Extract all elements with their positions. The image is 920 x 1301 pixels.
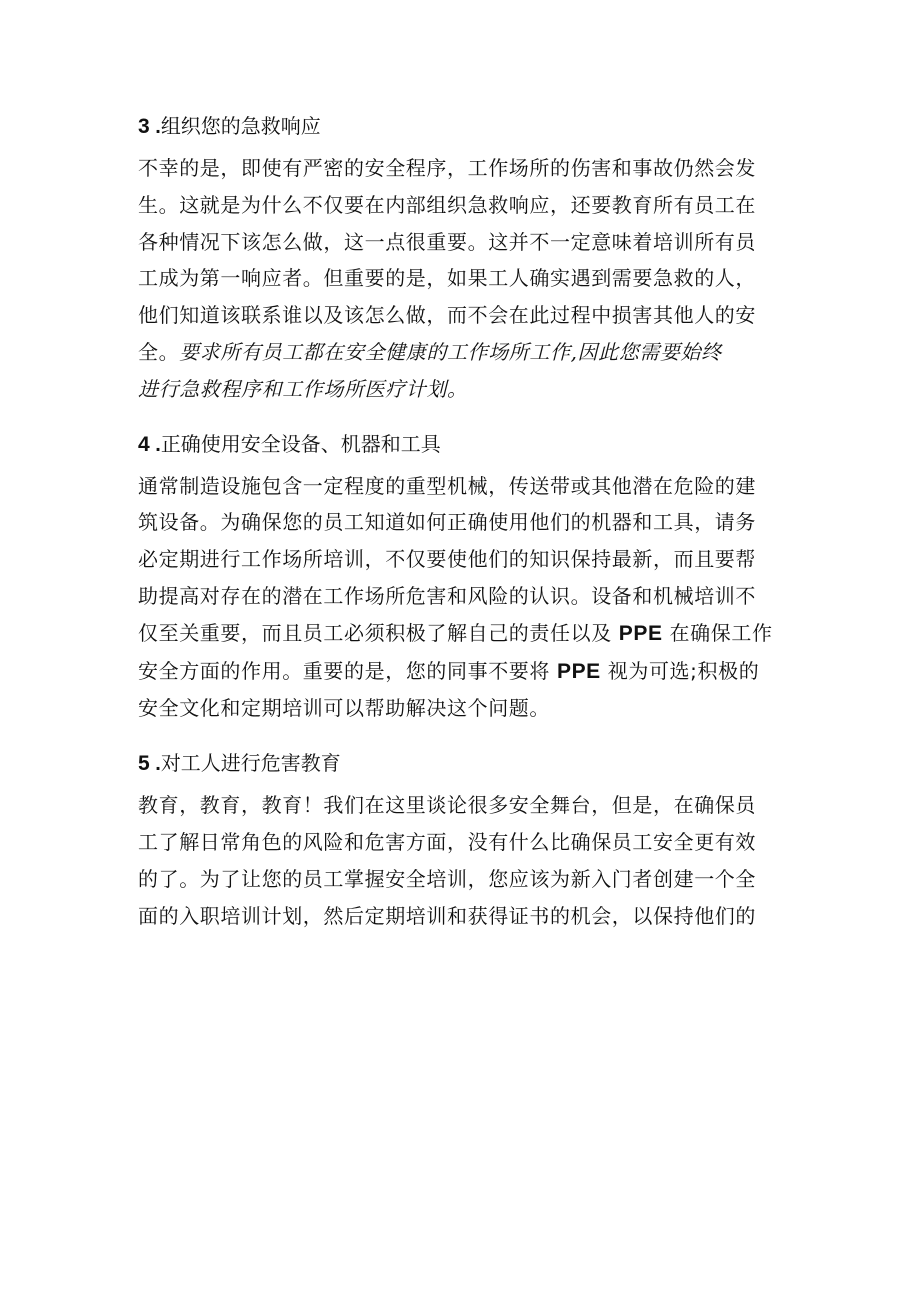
paragraph-line: 必定期进行工作场所培训，不仅要使他们的知识保持最新，而且要帮 (138, 547, 756, 572)
section-number: 4 (138, 432, 150, 456)
paragraph-line: 生。这就是为什么不仅要在内部组织急救响应，还要教育所有员工在 (138, 192, 756, 217)
line-text: 视为可选;积极的 (600, 658, 760, 683)
section-heading (138, 749, 798, 777)
section-title: 组织您的急救响应 (160, 114, 321, 138)
ppe-term: PPE (618, 621, 663, 645)
section-paragraph (138, 468, 798, 728)
paragraph-line: 他们知道该联系谁以及该怎么做，而不会在此过程中损害其他人的安 (138, 303, 756, 328)
italic-line: 进行急救程序和工作场所医疗计划。 (138, 376, 468, 401)
section-paragraph (138, 787, 798, 934)
paragraph-line (138, 334, 798, 371)
section-paragraph (138, 150, 798, 408)
heading-dot: . (149, 433, 161, 456)
paragraph-line: 各种情况下该怎么做，这一点很重要。这并不一定意味着培训所有员 (138, 229, 756, 254)
paragraph-line (138, 615, 798, 653)
document-page (138, 112, 798, 956)
italic-text: 要求所有员工都在安全健康的工作场所工作,因此您需要始终 (179, 339, 722, 364)
paragraph-line: 通常制造设施包含一定程度的重型机械，传送带或其他潜在危险的建 (138, 473, 756, 498)
paragraph-line: 面的入职培训计划，然后定期培训和获得证书的机会，以保持他们的 (138, 903, 756, 928)
paragraph-line: 教育，教育，教育！我们在这里谈论很多安全舞台，但是，在确保员 (138, 793, 756, 818)
paragraph-line: 工了解日常角色的风险和危害方面，没有什么比确保员工安全更有效 (138, 829, 756, 854)
line-text: 在确保工作 (662, 620, 773, 645)
line-text: 全。 (138, 339, 180, 364)
line-text: 仅至关重要，而且员工必须积极了解自己的责任以及 (138, 620, 619, 645)
section-4 (138, 430, 798, 728)
heading-dot: . (149, 753, 161, 776)
heading-dot: . (149, 116, 161, 138)
paragraph-line: 助提高对存在的潜在工作场所危害和风险的认识。设备和机械培训不 (138, 583, 756, 608)
paragraph-line: 不幸的是，即使有严密的安全程序，工作场所的伤害和事故仍然会发 (138, 156, 756, 180)
ppe-term: PPE (556, 659, 601, 683)
paragraph-line: 筑设备。为确保您的员工知道如何正确使用他们的机器和工具，请务 (138, 510, 756, 535)
section-number: 5 (138, 752, 150, 776)
section-title: 对工人进行危害教育 (160, 751, 341, 776)
section-3 (138, 112, 798, 408)
paragraph-line (138, 653, 798, 691)
section-title: 正确使用安全设备、机器和工具 (160, 431, 441, 456)
paragraph-line: 的了。为了让您的员工掌握安全培训，您应该为新入门者创建一个全 (138, 866, 756, 891)
paragraph-line: 安全文化和定期培训可以帮助解决这个问题。 (138, 696, 550, 721)
section-5 (138, 749, 798, 934)
section-heading (138, 430, 798, 458)
section-heading (138, 112, 798, 140)
paragraph-line: 工成为第一响应者。但重要的是，如果工人确实遇到需要急救的人， (138, 266, 756, 291)
line-text: 安全方面的作用。重要的是，您的同事不要将 (138, 658, 557, 683)
section-number: 3 (138, 115, 150, 138)
